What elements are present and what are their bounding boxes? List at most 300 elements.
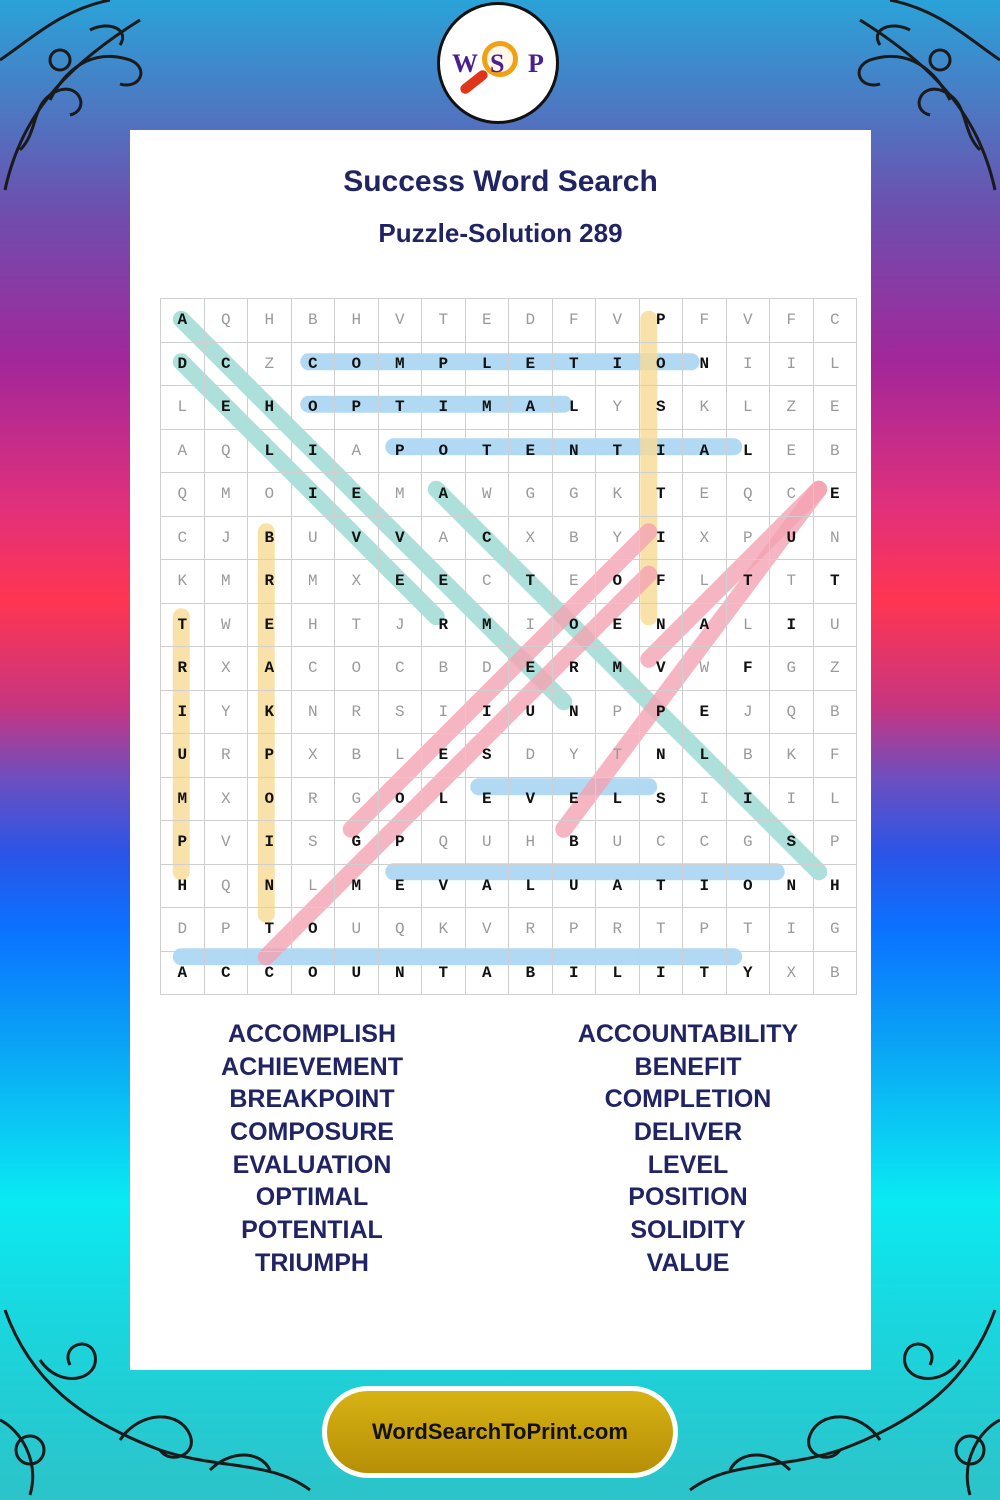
grid-cell: X xyxy=(509,516,553,560)
grid-cell: A xyxy=(161,951,205,995)
grid-cell: Z xyxy=(770,386,814,430)
grid-row xyxy=(161,908,857,952)
grid-cell: P xyxy=(639,690,683,734)
grid-cell: V xyxy=(378,516,422,560)
grid-cell: E xyxy=(378,864,422,908)
grid-cell: P xyxy=(378,821,422,865)
grid-cell: L xyxy=(509,864,553,908)
grid-cell: N xyxy=(770,864,814,908)
grid-cell: C xyxy=(248,951,292,995)
grid-cell: C xyxy=(465,560,509,604)
grid-cell: T xyxy=(639,908,683,952)
grid-cell: V xyxy=(465,908,509,952)
grid-cell: N xyxy=(552,429,596,473)
word-list-left xyxy=(162,1018,462,1280)
grid-cell: P xyxy=(813,821,857,865)
grid-cell: T xyxy=(770,560,814,604)
grid-cell: D xyxy=(509,299,553,343)
grid-cell: T xyxy=(465,429,509,473)
grid-cell: O xyxy=(422,429,466,473)
grid-cell: N xyxy=(552,690,596,734)
grid-cell: G xyxy=(552,473,596,517)
grid-cell: D xyxy=(161,908,205,952)
grid-cell: B xyxy=(335,734,379,778)
grid-cell: Q xyxy=(204,864,248,908)
grid-cell: M xyxy=(465,603,509,647)
grid-cell: E xyxy=(552,560,596,604)
grid-cell: C xyxy=(813,299,857,343)
grid-cell: L xyxy=(726,603,770,647)
grid-cell: E xyxy=(552,777,596,821)
word-list-item: ACCOUNTABILITY xyxy=(577,1020,799,1048)
grid-cell: C xyxy=(161,516,205,560)
grid-cell: T xyxy=(552,342,596,386)
grid-cell: A xyxy=(248,647,292,691)
grid-cell: X xyxy=(683,516,727,560)
grid-cell: H xyxy=(291,603,335,647)
grid-cell: Q xyxy=(378,908,422,952)
grid-cell: E xyxy=(465,777,509,821)
grid-cell: S xyxy=(465,734,509,778)
grid-row xyxy=(161,560,857,604)
word-list-item: ACCOMPLISH xyxy=(227,1020,397,1048)
grid-cell: O xyxy=(248,777,292,821)
grid-cell: A xyxy=(509,386,553,430)
grid-cell: M xyxy=(596,647,640,691)
grid-cell: P xyxy=(726,516,770,560)
grid-cell: R xyxy=(509,908,553,952)
grid-cell: I xyxy=(770,603,814,647)
grid-row xyxy=(161,429,857,473)
grid-cell: P xyxy=(683,908,727,952)
grid-cell: H xyxy=(161,864,205,908)
word-list-item: ACHIEVEMENT xyxy=(221,1052,403,1081)
grid-cell: K xyxy=(248,690,292,734)
grid-cell: S xyxy=(378,690,422,734)
grid-row xyxy=(161,647,857,691)
grid-cell: E xyxy=(335,473,379,517)
grid-cell: N xyxy=(639,734,683,778)
grid-cell: H xyxy=(509,821,553,865)
grid-cell: N xyxy=(639,603,683,647)
grid-cell: L xyxy=(813,342,857,386)
grid-cell: B xyxy=(552,821,596,865)
grid-cell: R xyxy=(161,647,205,691)
word-list-item: POTENTIAL xyxy=(241,1216,383,1245)
grid-cell: V xyxy=(596,299,640,343)
grid-cell: O xyxy=(726,864,770,908)
grid-cell: I xyxy=(639,516,683,560)
grid-cell: M xyxy=(204,473,248,517)
grid-cell: L xyxy=(378,734,422,778)
grid-cell: P xyxy=(378,429,422,473)
grid-cell: L xyxy=(683,734,727,778)
grid-cell: Q xyxy=(770,690,814,734)
grid-cell: W xyxy=(465,473,509,517)
grid-cell: T xyxy=(596,429,640,473)
page-title: Success Word Search xyxy=(343,165,658,198)
grid-cell: E xyxy=(422,734,466,778)
grid-cell: F xyxy=(813,734,857,778)
grid-cell: I xyxy=(509,603,553,647)
word-list-item: COMPLETION xyxy=(604,1085,772,1114)
grid-cell: J xyxy=(204,516,248,560)
grid-cell: A xyxy=(465,864,509,908)
grid-cell: V xyxy=(422,864,466,908)
word-list-item: COMPOSURE xyxy=(230,1118,394,1147)
grid-cell: I xyxy=(291,473,335,517)
grid-cell: F xyxy=(552,299,596,343)
grid-cell: R xyxy=(291,777,335,821)
grid-cell: I xyxy=(161,690,205,734)
site-link-label: WordSearchToPrint.com xyxy=(327,1391,673,1473)
grid-cell: C xyxy=(204,951,248,995)
grid-cell: M xyxy=(335,864,379,908)
grid-cell: B xyxy=(813,429,857,473)
logo-letter-s: S xyxy=(490,49,505,78)
grid-cell: M xyxy=(465,386,509,430)
grid-cell: C xyxy=(204,342,248,386)
grid-cell: E xyxy=(422,560,466,604)
grid-cell: I xyxy=(726,342,770,386)
grid-cell: A xyxy=(422,473,466,517)
grid-cell: V xyxy=(378,299,422,343)
grid-cell: A xyxy=(161,429,205,473)
grid-cell: U xyxy=(335,908,379,952)
grid-cell: L xyxy=(683,560,727,604)
grid-cell: Y xyxy=(596,516,640,560)
grid-cell: C xyxy=(465,516,509,560)
grid-cell: I xyxy=(248,821,292,865)
grid-cell: A xyxy=(335,429,379,473)
grid-cell: O xyxy=(291,908,335,952)
grid-cell: P xyxy=(422,342,466,386)
grid-cell: B xyxy=(248,516,292,560)
grid-cell: R xyxy=(204,734,248,778)
grid-cell: T xyxy=(161,603,205,647)
grid-cell: L xyxy=(422,777,466,821)
grid-cell: P xyxy=(204,908,248,952)
grid-cell: O xyxy=(596,560,640,604)
grid-cell: I xyxy=(770,342,814,386)
grid-cell: B xyxy=(422,647,466,691)
grid-cell: E xyxy=(596,603,640,647)
grid-cell: L xyxy=(552,386,596,430)
grid-cell: Z xyxy=(813,647,857,691)
grid-cell: I xyxy=(596,342,640,386)
grid-cell: S xyxy=(639,386,683,430)
grid-row xyxy=(161,734,857,778)
grid-cell: W xyxy=(204,603,248,647)
grid-cell: Y xyxy=(726,951,770,995)
grid-cell: V xyxy=(335,516,379,560)
logo-letter-w: W xyxy=(452,49,478,78)
grid-cell: O xyxy=(552,603,596,647)
grid-cell: L xyxy=(596,777,640,821)
grid-cell: Q xyxy=(726,473,770,517)
word-list-item: BENEFIT xyxy=(634,1052,742,1081)
grid-cell: R xyxy=(335,690,379,734)
grid-cell: T xyxy=(422,951,466,995)
grid-cell: G xyxy=(726,821,770,865)
grid-cell: O xyxy=(291,386,335,430)
grid-cell: L xyxy=(596,951,640,995)
grid-cell: X xyxy=(770,951,814,995)
grid-cell: H xyxy=(248,299,292,343)
grid-cell: M xyxy=(291,560,335,604)
word-list-item: SOLIDITY xyxy=(630,1216,746,1245)
grid-row xyxy=(161,516,857,560)
grid-cell: T xyxy=(509,560,553,604)
grid-cell: P xyxy=(161,821,205,865)
grid-cell: O xyxy=(378,777,422,821)
grid-cell: O xyxy=(335,342,379,386)
letter-grid xyxy=(160,298,857,995)
grid-cell: K xyxy=(770,734,814,778)
grid-cell: X xyxy=(204,777,248,821)
word-list-item: EVALUATION xyxy=(232,1150,392,1179)
grid-cell: F xyxy=(639,560,683,604)
grid-row xyxy=(161,821,857,865)
grid-cell: U xyxy=(596,821,640,865)
grid-row xyxy=(161,690,857,734)
grid-cell: G xyxy=(813,908,857,952)
wsp-logo xyxy=(437,2,559,124)
grid-cell: E xyxy=(465,299,509,343)
grid-cell: H xyxy=(335,299,379,343)
grid-cell: K xyxy=(596,473,640,517)
grid-cell: S xyxy=(291,821,335,865)
logo-letter-p: P xyxy=(528,49,544,78)
grid-cell: Q xyxy=(204,299,248,343)
grid-cell: V xyxy=(639,647,683,691)
grid-row xyxy=(161,951,857,995)
grid-cell: E xyxy=(770,429,814,473)
grid-row xyxy=(161,342,857,386)
grid-cell: I xyxy=(683,864,727,908)
grid-row xyxy=(161,386,857,430)
grid-cell: N xyxy=(683,342,727,386)
word-list-item: TRIUMPH xyxy=(255,1248,369,1277)
grid-cell: E xyxy=(683,473,727,517)
grid-cell: E xyxy=(509,647,553,691)
grid-cell: I xyxy=(552,951,596,995)
grid-cell: U xyxy=(161,734,205,778)
grid-cell: S xyxy=(639,777,683,821)
grid-cell: E xyxy=(509,429,553,473)
grid-cell: G xyxy=(335,821,379,865)
grid-row xyxy=(161,864,857,908)
grid-cell: T xyxy=(639,473,683,517)
word-list-item: POSITION xyxy=(628,1183,748,1212)
grid-cell: I xyxy=(726,777,770,821)
grid-cell: K xyxy=(683,386,727,430)
word-list-item: VALUE xyxy=(646,1248,730,1277)
grid-cell: R xyxy=(248,560,292,604)
grid-cell: V xyxy=(726,299,770,343)
grid-cell: J xyxy=(378,603,422,647)
grid-cell: X xyxy=(291,734,335,778)
grid-row xyxy=(161,777,857,821)
grid-cell: O xyxy=(639,342,683,386)
grid-cell: C xyxy=(639,821,683,865)
grid-cell: T xyxy=(335,603,379,647)
word-search-grid xyxy=(160,298,840,982)
grid-cell: E xyxy=(683,690,727,734)
page-subtitle: Puzzle-Solution 289 xyxy=(378,218,623,248)
grid-cell: V xyxy=(509,777,553,821)
grid-cell: I xyxy=(639,951,683,995)
grid-cell: C xyxy=(378,647,422,691)
grid-cell: T xyxy=(639,864,683,908)
grid-cell: N xyxy=(813,516,857,560)
grid-cell: I xyxy=(291,429,335,473)
grid-cell: P xyxy=(248,734,292,778)
grid-cell: H xyxy=(813,864,857,908)
grid-cell: D xyxy=(161,342,205,386)
grid-cell: T xyxy=(596,734,640,778)
grid-cell: D xyxy=(465,647,509,691)
grid-cell: C xyxy=(770,473,814,517)
grid-cell: B xyxy=(813,690,857,734)
grid-cell: A xyxy=(465,951,509,995)
grid-cell: B xyxy=(726,734,770,778)
grid-cell: Y xyxy=(552,734,596,778)
grid-cell: G xyxy=(335,777,379,821)
grid-cell: C xyxy=(291,647,335,691)
grid-cell: L xyxy=(291,864,335,908)
grid-cell: V xyxy=(204,821,248,865)
grid-cell: E xyxy=(248,603,292,647)
grid-cell: M xyxy=(161,777,205,821)
grid-cell: L xyxy=(726,429,770,473)
grid-cell: O xyxy=(291,951,335,995)
word-list-right xyxy=(538,1018,838,1280)
grid-cell: E xyxy=(509,342,553,386)
grid-cell: B xyxy=(813,951,857,995)
grid-cell: I xyxy=(422,690,466,734)
grid-cell: G xyxy=(509,473,553,517)
grid-cell: T xyxy=(248,908,292,952)
grid-cell: E xyxy=(378,560,422,604)
grid-cell: X xyxy=(335,560,379,604)
grid-cell: L xyxy=(161,386,205,430)
word-list-item: DELIVER xyxy=(633,1118,743,1147)
grid-cell: U xyxy=(552,864,596,908)
grid-cell: M xyxy=(204,560,248,604)
site-link-button[interactable] xyxy=(322,1386,678,1478)
grid-cell: U xyxy=(509,690,553,734)
grid-cell: L xyxy=(726,386,770,430)
grid-cell: Q xyxy=(422,821,466,865)
grid-cell: P xyxy=(639,299,683,343)
word-list-item: OPTIMAL xyxy=(255,1183,369,1212)
grid-cell: U xyxy=(291,516,335,560)
grid-cell: P xyxy=(552,908,596,952)
grid-cell: A xyxy=(683,429,727,473)
grid-cell: P xyxy=(335,386,379,430)
grid-cell: A xyxy=(683,603,727,647)
grid-cell: C xyxy=(291,342,335,386)
grid-cell: K xyxy=(161,560,205,604)
grid-cell: Z xyxy=(248,342,292,386)
grid-cell: F xyxy=(770,299,814,343)
grid-cell: G xyxy=(770,647,814,691)
grid-cell: U xyxy=(770,516,814,560)
grid-cell: F xyxy=(726,647,770,691)
grid-cell: T xyxy=(422,299,466,343)
grid-cell: O xyxy=(335,647,379,691)
grid-cell: N xyxy=(248,864,292,908)
word-list-item: LEVEL xyxy=(647,1150,729,1179)
grid-cell: Y xyxy=(204,690,248,734)
grid-cell: U xyxy=(813,603,857,647)
grid-cell: T xyxy=(378,386,422,430)
grid-cell: E xyxy=(813,473,857,517)
grid-cell: R xyxy=(422,603,466,647)
grid-cell: B xyxy=(291,299,335,343)
grid-cell: F xyxy=(683,299,727,343)
grid-cell: L xyxy=(465,342,509,386)
grid-row xyxy=(161,473,857,517)
grid-cell: N xyxy=(378,951,422,995)
grid-cell: M xyxy=(378,342,422,386)
grid-cell: I xyxy=(770,777,814,821)
grid-cell: A xyxy=(596,864,640,908)
grid-cell: T xyxy=(726,560,770,604)
grid-cell: I xyxy=(770,908,814,952)
grid-cell: Q xyxy=(161,473,205,517)
grid-cell: L xyxy=(248,429,292,473)
grid-cell: U xyxy=(335,951,379,995)
word-list-item: BREAKPOINT xyxy=(229,1085,395,1114)
grid-cell: M xyxy=(378,473,422,517)
grid-cell: X xyxy=(204,647,248,691)
grid-cell: I xyxy=(639,429,683,473)
grid-cell: W xyxy=(683,647,727,691)
grid-cell: I xyxy=(465,690,509,734)
grid-cell: Q xyxy=(204,429,248,473)
grid-cell: E xyxy=(204,386,248,430)
grid-cell: U xyxy=(465,821,509,865)
grid-cell: R xyxy=(552,647,596,691)
grid-cell: T xyxy=(813,560,857,604)
grid-cell: C xyxy=(683,821,727,865)
grid-cell: I xyxy=(683,777,727,821)
grid-cell: B xyxy=(552,516,596,560)
grid-cell: S xyxy=(770,821,814,865)
grid-cell: P xyxy=(596,690,640,734)
grid-cell: O xyxy=(248,473,292,517)
grid-row xyxy=(161,603,857,647)
grid-cell: T xyxy=(726,908,770,952)
grid-row xyxy=(161,299,857,343)
grid-cell: J xyxy=(726,690,770,734)
grid-cell: D xyxy=(509,734,553,778)
grid-cell: I xyxy=(422,386,466,430)
grid-cell: K xyxy=(422,908,466,952)
grid-cell: A xyxy=(422,516,466,560)
grid-cell: Y xyxy=(596,386,640,430)
grid-cell: H xyxy=(248,386,292,430)
grid-cell: R xyxy=(596,908,640,952)
grid-cell: A xyxy=(161,299,205,343)
grid-cell: L xyxy=(813,777,857,821)
grid-cell: B xyxy=(509,951,553,995)
grid-cell: T xyxy=(683,951,727,995)
grid-cell: N xyxy=(291,690,335,734)
grid-cell: E xyxy=(813,386,857,430)
